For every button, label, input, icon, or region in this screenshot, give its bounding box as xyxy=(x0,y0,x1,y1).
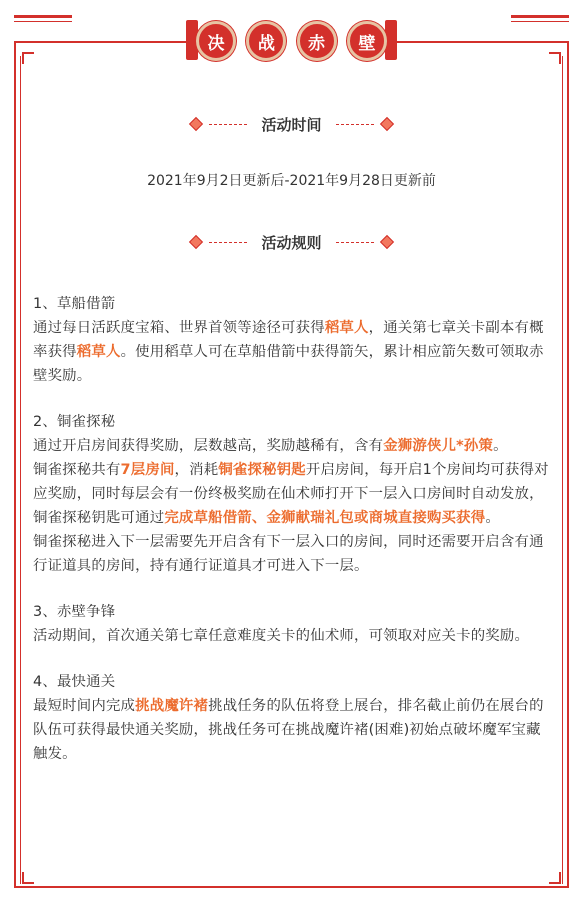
diamond-icon xyxy=(189,117,203,131)
corner-top-left xyxy=(22,52,34,64)
top-left-bar xyxy=(14,15,72,18)
rule-1-title: 1、草船借箭 xyxy=(33,296,116,312)
highlight-item: 铜雀探秘钥匙 xyxy=(218,462,306,478)
diamond-icon xyxy=(189,235,203,249)
title-char-circle: 壁 xyxy=(347,21,387,61)
text: 。 xyxy=(485,510,500,526)
text: 开启房间，每开启1个房间均可获得对应奖励，同时每层会有一份终极奖励在仙术师打开下一层入口房间时自动发放，铜雀探秘钥匙可通过 xyxy=(33,462,549,526)
title-char-circle: 战 xyxy=(246,21,286,61)
corner-bottom-left xyxy=(22,872,34,884)
top-right-thin-bar xyxy=(511,21,569,22)
text: 最短时间内完成 xyxy=(33,698,136,714)
text: 。使用稻草人可在草船借箭中获得箭矢，累计相应箭矢数可领取赤壁奖励。 xyxy=(33,344,544,384)
rule-4-body xyxy=(33,694,555,766)
text: 通过每日活跃度宝箱、世界首领等途径可获得 xyxy=(33,320,325,336)
rule-2-body-3: 铜雀探秘进入下一层需要先开启含有下一层入口的房间，同时还需要开启含有通行证道具的房间，持有通行证道具才可进入下一层。 xyxy=(33,534,544,574)
rule-3-body: 活动期间，首次通关第七章任意难度关卡的仙术师，可领取对应关卡的奖励。 xyxy=(33,628,530,644)
top-left-thin-bar xyxy=(14,21,72,22)
diamond-icon xyxy=(379,117,393,131)
dashed-divider xyxy=(209,242,247,243)
rules-section-header xyxy=(0,230,583,254)
title-char-circle: 赤 xyxy=(297,21,337,61)
highlight-item: 完成草船借箭、金狮献瑞礼包或商城直接购买获得 xyxy=(164,510,486,526)
dashed-divider xyxy=(336,242,374,243)
text: 铜雀探秘共有 xyxy=(33,462,121,478)
corner-top-right xyxy=(549,52,561,64)
text: ，通关第七章关卡副本有概率获得 xyxy=(33,320,544,360)
highlight-item: 稻草人 xyxy=(324,320,369,336)
diamond-icon xyxy=(379,235,393,249)
frame-bottom-border xyxy=(14,886,569,888)
rule-2-body-2 xyxy=(33,458,555,530)
frame-left-border xyxy=(14,41,16,888)
rule-2-title: 2、铜雀探秘 xyxy=(33,414,116,430)
text: 挑战任务的队伍将登上展台，排名截止前仍在展台的队伍可获得最快通关奖励，挑战任务可在挑战魔许褚(困难)初始点破坏魔军宝藏触发。 xyxy=(33,698,544,762)
rule-3-title: 3、赤壁争锋 xyxy=(33,604,116,620)
rule-1-body xyxy=(33,316,555,388)
page-title xyxy=(196,19,387,63)
frame-right-border xyxy=(567,41,569,888)
text: 通过开启房间获得奖励，层数越高，奖励越稀有，含有 xyxy=(33,438,384,454)
top-right-bar xyxy=(511,15,569,18)
time-section-title: 活动时间 xyxy=(261,115,322,134)
time-section-header xyxy=(0,112,583,136)
highlight-item: 稻草人 xyxy=(76,344,121,360)
text: 。 xyxy=(493,438,508,454)
dashed-divider xyxy=(209,124,247,125)
corner-bottom-right xyxy=(549,872,561,884)
text: ，消耗 xyxy=(174,462,219,478)
rule-2-body-1 xyxy=(33,434,555,458)
highlight-item: 金狮游侠儿*孙策 xyxy=(383,438,494,454)
rule-4-title: 4、最快通关 xyxy=(33,674,116,690)
title-char-circle: 决 xyxy=(196,21,236,61)
highlight-item: 7层房间 xyxy=(120,462,175,478)
event-date-range: 2021年9月2日更新后-2021年9月28日更新前 xyxy=(147,173,436,189)
highlight-item: 挑战魔许褚 xyxy=(135,698,209,714)
dashed-divider xyxy=(336,124,374,125)
rules-content xyxy=(33,292,555,766)
rules-section-title: 活动规则 xyxy=(261,233,322,252)
